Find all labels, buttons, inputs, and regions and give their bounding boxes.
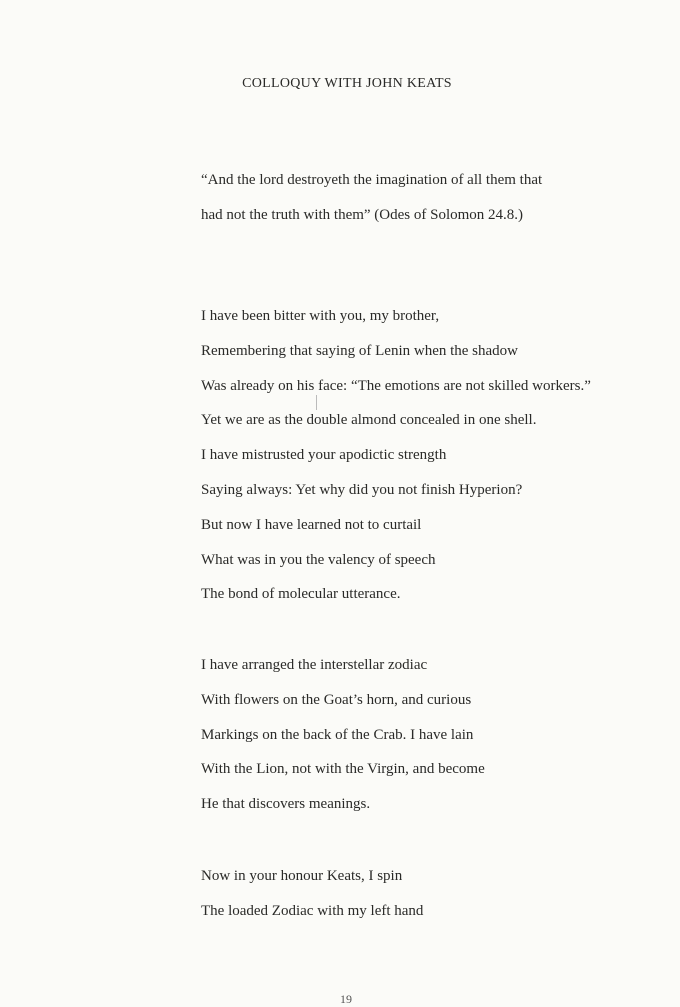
verse-line: With flowers on the Goat’s horn, and curious xyxy=(201,691,472,708)
page-number: 19 xyxy=(340,992,352,1006)
verse-line: I have mistrusted your apodictic strength xyxy=(201,447,447,464)
stanza-3 xyxy=(201,867,671,937)
poem-title-text: COLLOQUY WITH JOHN KEATS xyxy=(242,76,452,91)
verse-line: The bond of molecular utterance. xyxy=(201,586,401,603)
stanza-1 xyxy=(201,307,671,620)
verse-line: Saying always: Yet why did you not finish Hyperion? xyxy=(201,481,523,498)
epigraph xyxy=(201,171,671,241)
epigraph-line: “And the lord destroyeth the imagination of all them that xyxy=(201,172,543,188)
verse-line: I have arranged the interstellar zodiac xyxy=(201,657,428,673)
verse-line: Yet we are as the double almond concealed in one shell. xyxy=(201,412,537,429)
verse-line: What was in you the valency of speech xyxy=(201,551,436,568)
verse-line: Remembering that saying of Lenin when the shadow xyxy=(201,342,519,359)
pencil-mark xyxy=(316,395,317,410)
poem-title xyxy=(0,76,680,92)
verse-line: The loaded Zodiac with my left hand xyxy=(201,902,424,919)
verse-line: Was already on his face: “The emotions are not skilled workers.” xyxy=(201,377,591,394)
verse-line: Markings on the back of the Crab. I have lain xyxy=(201,726,474,743)
epigraph-line: had not the truth with them” (Odes of Solomon 24.8.) xyxy=(201,207,524,223)
verse-line: Now in your honour Keats, I spin xyxy=(201,868,403,884)
stanza-2 xyxy=(201,656,671,830)
verse-line: With the Lion, not with the Virgin, and become xyxy=(201,761,485,778)
verse-line: But now I have learned not to curtail xyxy=(201,516,422,533)
verse-line: He that discovers meanings. xyxy=(201,796,371,813)
verse-line: I have been bitter with you, my brother, xyxy=(201,308,440,324)
